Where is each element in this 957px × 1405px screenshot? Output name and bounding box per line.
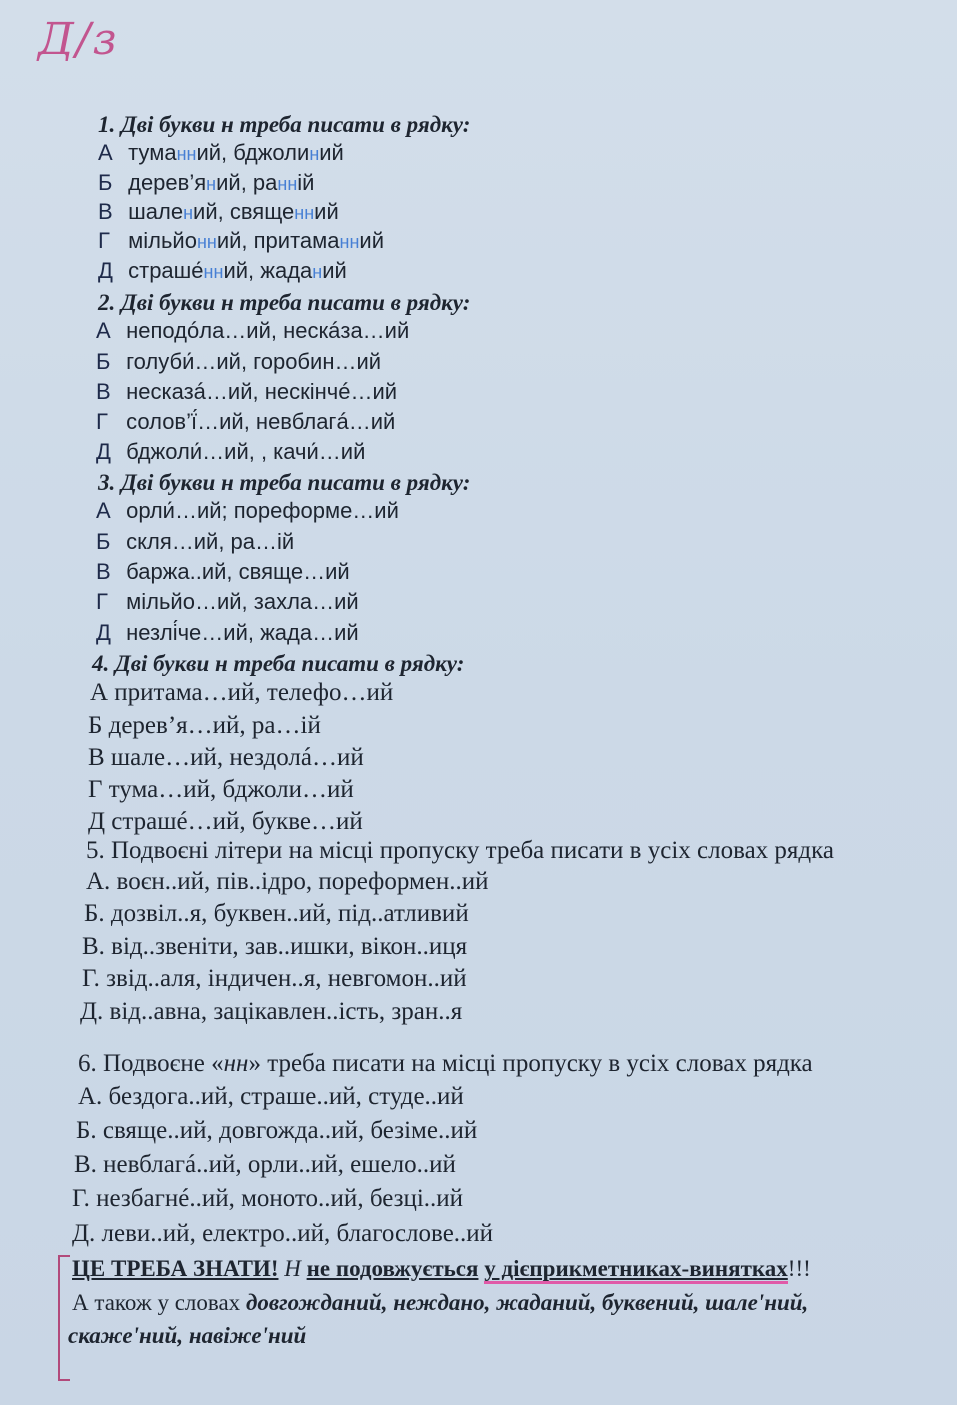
- s1-item: [98, 199, 339, 225]
- s3-item-text: орли́…ий; пореформе…ий: [120, 498, 399, 523]
- s1-item-text: ий, притама: [216, 228, 340, 253]
- s2-item-letter: А: [96, 318, 111, 343]
- s5-item: Г. звід..аля, індичен..я, невгомон..ий: [82, 965, 467, 992]
- s3-heading: 3. Дві букви н треба писати в рядку:: [98, 470, 471, 495]
- s5-heading: 5. Подвоєні літери на місці пропуску треба писати в усіх словах рядка: [86, 837, 834, 864]
- s3-item: [96, 559, 350, 585]
- s1-item-insert: нн: [176, 144, 197, 164]
- s1-item-text: страше́: [122, 258, 204, 283]
- s1-item-text: тума: [122, 140, 177, 165]
- note-line-1: ЦЕ ТРЕБА ЗНАТИ! Н не подовжується у дієприкметниках-винятках!!!: [72, 1256, 811, 1282]
- s1-item: [98, 140, 344, 166]
- s6-item: Д. леви..ий, електро..ий, благослове..ий: [72, 1220, 494, 1247]
- s1-item-insert: нн: [294, 203, 315, 223]
- s2-item-letter: Д: [96, 439, 111, 464]
- s2-item-text: голуби́…ий, горобин…ий: [120, 349, 382, 374]
- note-line-3: скаже'ний, навіже'ний: [68, 1323, 307, 1348]
- s2-item-letter: В: [96, 379, 111, 404]
- s1-item-text: ий, жада: [223, 258, 313, 283]
- s5-item: А. воєн..ий, пів..ідро, пореформен..ий: [86, 868, 489, 895]
- s4-item: А притама…ий, телефо…ий: [90, 679, 394, 706]
- s2-item-text: несказá…ий, нескінчé…ий: [120, 379, 398, 404]
- s3-item-letter: В: [96, 559, 111, 584]
- s1-item-insert: нн: [196, 232, 217, 252]
- s1-item: [98, 170, 314, 196]
- s3-item-letter: Д: [96, 620, 111, 645]
- s2-item: [96, 349, 381, 375]
- s3-item: [96, 589, 359, 615]
- s1-item-text: шале: [122, 199, 184, 224]
- s1-item: [98, 228, 384, 254]
- s1-item-letter: А: [98, 140, 113, 165]
- s5-item: Д. від..авна, зацікавлен..ість, зран..я: [80, 998, 463, 1025]
- s2-item: [96, 409, 395, 435]
- handwritten-title: Д/з: [38, 14, 119, 65]
- s3-item-letter: Г: [96, 589, 108, 614]
- s3-item: [96, 620, 359, 646]
- s4-item: Б дерев’я…ий, ра…ій: [88, 712, 321, 739]
- s1-item-insert: нн: [277, 174, 298, 194]
- s3-item-text: скля…ий, ра…ій: [120, 529, 295, 554]
- s1-item-insert: н: [312, 262, 323, 282]
- s1-item: [98, 258, 347, 284]
- s2-item-letter: Б: [96, 349, 111, 374]
- s1-heading: 1. Дві букви н треба писати в рядку:: [98, 112, 471, 137]
- s2-item-text: неподóла…ий, нескáза…ий: [120, 318, 410, 343]
- s4-item: Д страшé…ий, букве…ий: [88, 808, 363, 835]
- s1-item-text: ий: [314, 199, 339, 224]
- s1-item-letter: В: [98, 199, 113, 224]
- s3-item: [96, 498, 399, 524]
- s1-item-insert: н: [183, 203, 194, 223]
- note-important: ЦЕ ТРЕБА ЗНАТИ!: [72, 1256, 279, 1281]
- s3-item-letter: А: [96, 498, 111, 523]
- s1-item-insert: нн: [203, 262, 224, 282]
- s1-item-text: мільйо: [122, 228, 197, 253]
- s1-item-insert: н: [309, 144, 320, 164]
- s3-item-text: баржа..ий, свяще…ий: [120, 559, 350, 584]
- s1-item-insert: нн: [339, 232, 360, 252]
- s2-item: [96, 379, 397, 405]
- s2-item-text: бджоли́…ий, , качи́…ий: [120, 439, 366, 464]
- note-line-2: А також у словах довгожданий, нежданo, жаданий, буквений, шале'ний,: [72, 1290, 809, 1315]
- s1-item-letter: Д: [98, 258, 113, 283]
- s1-item-text: ий, ра: [216, 170, 278, 195]
- s1-item-text: ий, бджоли: [196, 140, 310, 165]
- s6-item: В. невблагá..ий, орли..ий, ешело..ий: [74, 1151, 456, 1178]
- s1-item-insert: н: [206, 174, 217, 194]
- s3-item-text: незлі́че…ий, жада…ий: [120, 620, 359, 645]
- s6-item: А. бездога..ий, страше..ий, студе..ий: [78, 1083, 464, 1110]
- s1-item-text: ий: [319, 140, 344, 165]
- s4-heading: 4. Дві букви н треба писати в рядку:: [92, 651, 465, 676]
- s5-item: Б. дозвіл..я, буквен..ий, під..атливий: [84, 900, 469, 927]
- s3-item-text: мільйо…ий, захла…ий: [120, 589, 359, 614]
- s1-item-text: ий: [359, 228, 384, 253]
- s1-item-text: ий: [322, 258, 347, 283]
- s6-item: Б. свяще..ий, довгожда..ий, безіме..ий: [76, 1117, 478, 1144]
- s2-item-text: солов’ї́…ий, невблагá…ий: [120, 409, 396, 434]
- s6-heading: 6. Подвоєне «нн» треба писати на місці пропуску в усіх словах рядка: [78, 1050, 813, 1077]
- s2-heading: 2. Дві букви н треба писати в рядку:: [98, 290, 471, 315]
- s1-item-letter: Б: [98, 170, 113, 195]
- s1-item-letter: Г: [98, 228, 110, 253]
- s3-item: [96, 529, 294, 555]
- s1-item-text: ий, свяще: [193, 199, 295, 224]
- s1-item-text: дерев’я: [122, 170, 207, 195]
- s1-item-text: ій: [297, 170, 315, 195]
- s3-item-letter: Б: [96, 529, 111, 554]
- s2-item-letter: Г: [96, 409, 108, 434]
- note-bracket: [58, 1255, 70, 1381]
- s2-item: [96, 318, 409, 344]
- s6-item: Г. незбагнé..ий, моното..ий, безці..ий: [72, 1185, 464, 1212]
- s2-item: [96, 439, 365, 465]
- s4-item: В шале…ий, нездолá…ий: [88, 744, 364, 771]
- s5-item: В. від..звеніти, зав..ишки, вікон..иця: [82, 933, 468, 960]
- s4-item: Г тума…ий, бджоли…ий: [88, 776, 354, 803]
